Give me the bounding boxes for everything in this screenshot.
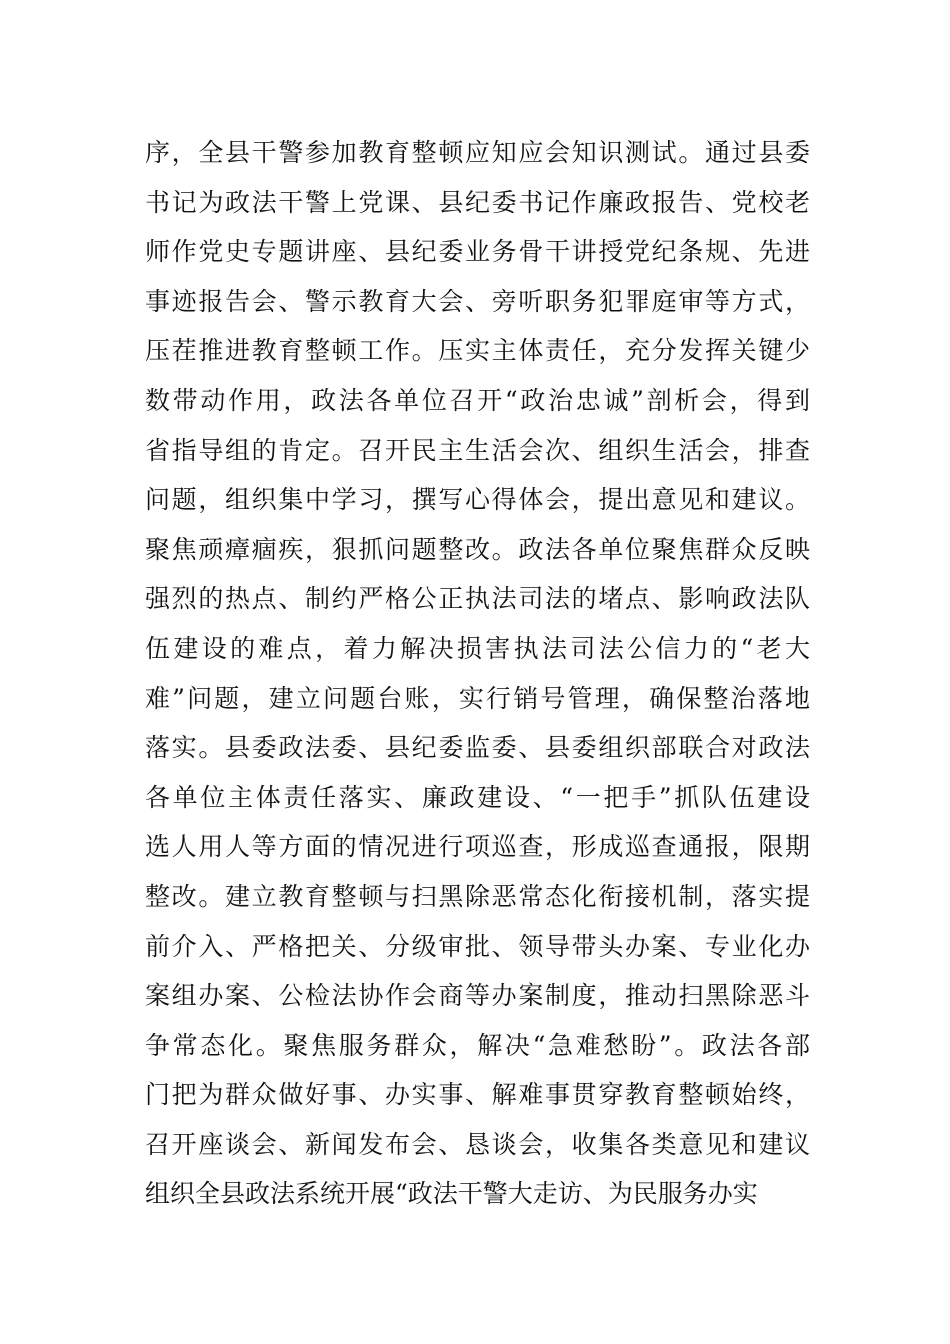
text-line: 落实。县委政法委、县纪委监委、县委组织部联合对政法 — [145, 733, 810, 763]
text-line: 数带动作用，政法各单位召开“政治忠诚”剖析会，得到 — [145, 385, 810, 415]
text-line: 伍建设的难点，着力解决损害执法司法公信力的“老大 — [145, 633, 810, 663]
text-line: 各单位主体责任落实、廉政建设、“一把手”抓队伍建设 — [145, 782, 810, 812]
text-line: 前介入、严格把关、分级审批、领导带头办案、专业化办 — [145, 931, 810, 961]
text-line: 书记为政法干警上党课、县纪委书记作廉政报告、党校老 — [145, 187, 810, 217]
body-text — [145, 128, 810, 1219]
text-line: 事迹报告会、警示教育大会、旁听职务犯罪庭审等方式， — [145, 286, 810, 316]
text-line: 难”问题，建立问题台账，实行销号管理，确保整治落地 — [145, 683, 810, 713]
text-line: 组织全县政法系统开展“政法干警大走访、为民服务办实 — [145, 1179, 758, 1209]
text-line: 争常态化。聚焦服务群众，解决“急难愁盼”。政法各部 — [145, 1030, 810, 1060]
text-line: 整改。建立教育整顿与扫黑除恶常态化衔接机制，落实提 — [145, 881, 810, 911]
text-line: 召开座谈会、新闻发布会、恳谈会，收集各类意见和建议 — [145, 1129, 810, 1159]
text-line: 案组办案、公检法协作会商等办案制度，推动扫黑除恶斗 — [145, 981, 810, 1011]
text-line: 压茬推进教育整顿工作。压实主体责任，充分发挥关键少 — [145, 336, 810, 366]
text-line: 师作党史专题讲座、县纪委业务骨干讲授党纪条规、先进 — [145, 237, 810, 267]
text-line: 序，全县干警参加教育整顿应知应会知识测试。通过县委 — [145, 138, 810, 167]
text-line: 选人用人等方面的情况进行项巡查，形成巡查通报，限期 — [145, 832, 810, 862]
text-line: 问题，组织集中学习，撰写心得体会，提出意见和建议。 — [145, 485, 810, 515]
text-line: 聚焦顽瘴痼疾，狠抓问题整改。政法各单位聚焦群众反映 — [145, 534, 810, 564]
text-line: 门把为群众做好事、办实事、解难事贯穿教育整顿始终， — [145, 1080, 810, 1110]
text-line: 省指导组的肯定。召开民主生活会次、组织生活会，排查 — [145, 435, 810, 465]
text-line: 强烈的热点、制约严格公正执法司法的堵点、影响政法队 — [145, 584, 810, 614]
